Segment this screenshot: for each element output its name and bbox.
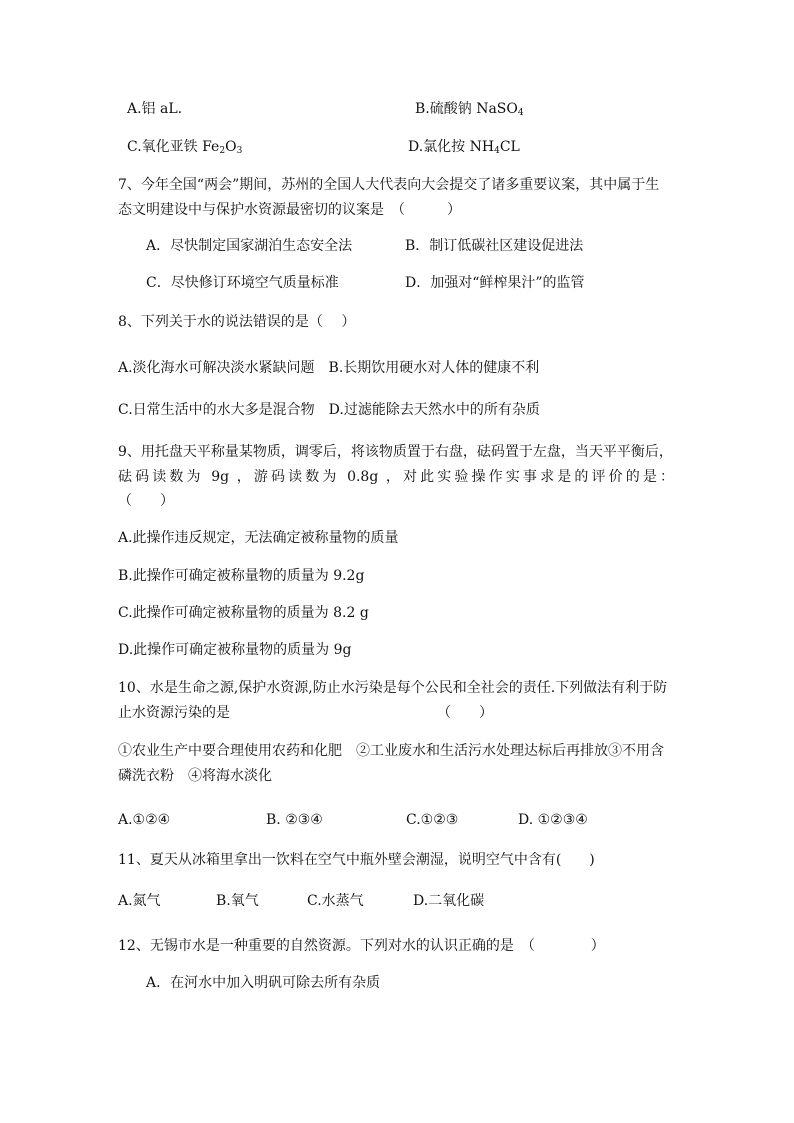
- q12-stem: 12、无锡市水是一种重要的自然资源。下列对水的认识正确的是 （ ）: [118, 938, 605, 954]
- q6-option-d: D.氯化按 $NH_4CL$: [408, 139, 520, 156]
- q6-option-c: C.氧化亚铁 $Fe_2O_3$: [127, 139, 243, 156]
- q7-option-b: B．制订低碳社区建设促进法: [405, 238, 584, 254]
- q7-option-a: A．尽快制定国家湖泊生态安全法: [146, 238, 353, 254]
- q10-option-a: A.①②④: [118, 812, 171, 828]
- q9-stem-line1: 9、用托盘天平称量某物质，调零后，将该物质置于右盘，砝码置于左盘，当天平平衡后，: [118, 444, 673, 460]
- q9-option-c: C.此操作可确定被称量物的质量为 8.2 g: [118, 605, 369, 621]
- q10-items-line1: ①农业生产中要合理使用农药和化肥 ②工业废水和生活污水处理达标后再排放③不用含: [118, 743, 664, 759]
- q12-option-a: A．在河水中加入明矾可除去所有杂质: [146, 975, 381, 991]
- q9-stem-line3: （ ）: [118, 493, 174, 509]
- q9-option-b: B.此操作可确定被称量物的质量为 9.2g: [118, 568, 365, 584]
- q11-option-a: A.氮气: [118, 893, 161, 909]
- q10-stem-line2: 止水资源污染的是: [118, 705, 230, 721]
- q11-option-b: B.氧气: [216, 893, 259, 909]
- q7-option-d: D．加强对“鲜榨果汁”的监管: [405, 275, 585, 291]
- q8-options-cd: C.日常生活中的水大多是混合物 D.过滤能除去天然水中的所有杂质: [118, 402, 540, 418]
- q10-items-line2: 磷洗衣粉 ④将海水淡化: [118, 768, 272, 784]
- q9-stem-line2: 砝码读数为 9g ，游码读数为 0.8g ，对此实验操作实事求是的评价的是：: [118, 469, 674, 485]
- q10-stem-line1: 10、水是生命之源,保护水资源,防止水污染是每个公民和全社会的责任.下列做法有利于防: [118, 680, 668, 696]
- q9-option-a: A.此操作违反规定，无法确定被称量物的质量: [118, 530, 399, 546]
- q7-stem-line2: 态文明建设中与保护水资源最密切的议案是 （ ）: [118, 202, 461, 218]
- q10-option-d: D. ①②③④: [518, 812, 588, 828]
- q10-answer-paren: （ ）: [437, 705, 493, 721]
- q8-stem: 8、下列关于水的说法错误的是（ ）: [118, 314, 356, 330]
- q7-stem-line1: 7、今年全国“两会”期间，苏州的全国人大代表向大会提交了诸多重要议案，其中属于生: [118, 177, 660, 193]
- q7-option-c: C．尽快修订环境空气质量标准: [146, 275, 339, 291]
- q8-options-ab: A.淡化海水可解决淡水紧缺问题 B.长期饮用硬水对人体的健康不利: [118, 360, 540, 376]
- q11-option-c: C.水蒸气: [307, 893, 364, 909]
- q6-option-a: A.铝 aL.: [127, 101, 183, 117]
- q10-option-b: B. ②③④: [266, 812, 323, 828]
- q11-option-d: D.二氧化碳: [413, 893, 485, 909]
- q10-option-c: C.①②③: [406, 812, 459, 828]
- q9-option-d: D.此操作可确定被称量物的质量为 9g: [118, 642, 352, 658]
- q11-stem: 11、夏天从冰箱里拿出一饮料在空气中瓶外壁会潮湿，说明空气中含有( ): [118, 852, 595, 868]
- q6-option-b: B.硫酸钠 NaSO$_4$: [415, 101, 524, 118]
